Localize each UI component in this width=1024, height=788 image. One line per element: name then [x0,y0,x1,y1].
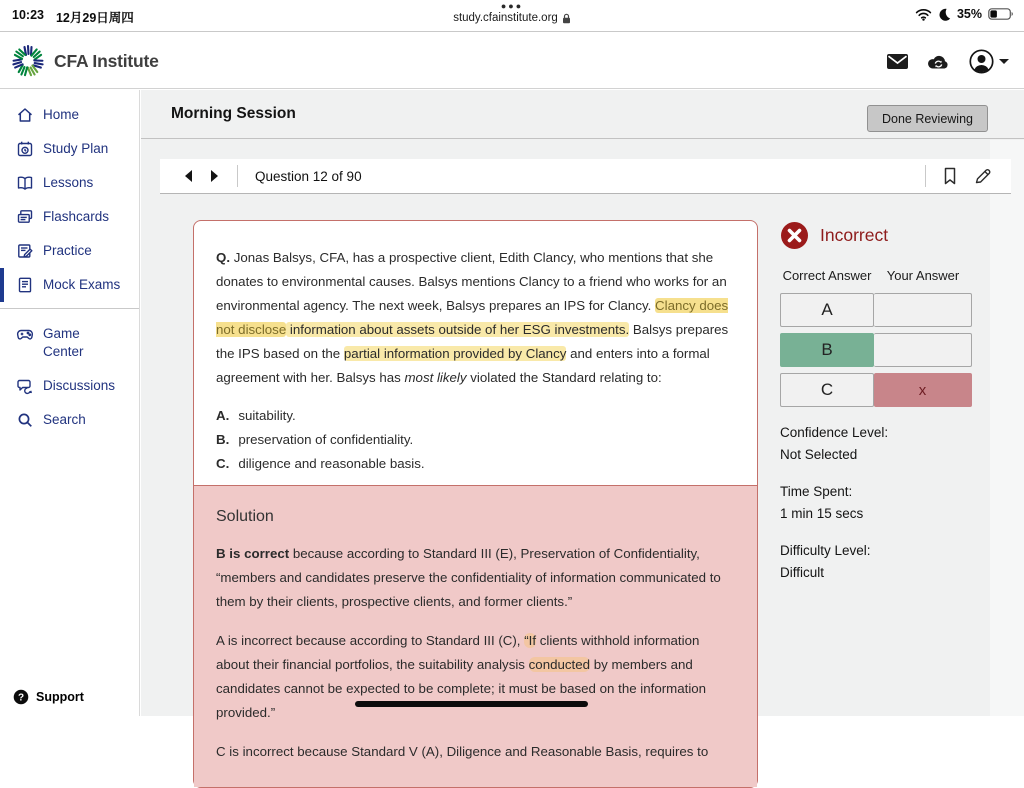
sidebar-item-practice[interactable] [0,234,139,268]
sidebar-divider [0,308,139,309]
result-status-label: Incorrect [820,225,889,245]
clock-time: 10:23 [12,8,44,22]
sidebar-item-lessons[interactable] [0,166,139,200]
previous-question-button[interactable] [183,169,193,183]
question-segment: and enters into a formal agreement with her. Balsys has [216,346,710,386]
sync-button[interactable] [927,53,950,70]
home-indicator[interactable] [355,701,588,707]
bookmark-icon [943,167,957,185]
correct-cell-b: B [780,333,874,367]
option-text: preservation of confidentiality. [238,431,414,447]
question-text [194,234,757,390]
info-value: 1 min 15 secs [780,506,864,521]
highlighted-text: Clancy does not disclose [216,298,729,338]
option-letter: B. [216,431,230,447]
help-circle-icon [13,689,29,705]
solution-verdict: B is correct [216,545,290,561]
faint-highlight: “If [524,632,537,648]
solution-paragraph-c [216,740,735,764]
question-counter: Question 12 of 90 [255,168,362,184]
info-label: Difficulty Level: [780,543,871,558]
lock-icon [562,13,571,24]
practice-clipboard-icon [16,242,34,260]
exam-document-icon [16,276,34,294]
info-value: Difficult [780,565,825,580]
avatar-icon [969,49,994,74]
question-segment: Jonas Balsys, CFA, has a prospective client, Edith Clancy, who mentions that she donates to environmental causes. Balsys mentions Clancy to a friend who works for an environmental agency. The next week, Balsys prepares an IPS for Clancy. [216,250,727,314]
gamepad-icon [16,325,34,343]
difficulty-level [780,540,972,584]
solution-heading: Solution [216,507,274,525]
nav-divider [925,165,926,187]
option-c[interactable] [216,452,735,476]
incorrect-x-icon [780,221,809,250]
bookmark-button[interactable] [943,167,957,185]
dnd-moon-icon [938,8,951,21]
correct-cell-c: C [780,373,874,407]
correct-answer-col-label: Correct Answer [782,268,872,283]
question-segment: Balsys prepares the IPS based on the [216,322,729,362]
sidebar [0,90,140,716]
url-text: study.cfainstitute.org [453,12,558,24]
svg-text:?: ? [17,692,25,704]
info-label: Confidence Level: [780,425,889,440]
chat-bubbles-icon [16,377,34,395]
result-status [780,221,972,250]
cloud-sync-icon [927,53,950,70]
messages-button[interactable] [887,54,908,69]
option-text: diligence and reasonable basis. [238,455,425,471]
solution-paragraph-a [216,629,735,725]
answer-table-header [780,265,972,286]
sidebar-item-label: Home [43,107,80,122]
account-menu-button[interactable] [969,49,1010,74]
answer-row-a [780,293,972,327]
faint-highlight: conducted [528,656,591,672]
highlighted-text: information about assets outside of her ESG investments. [286,322,630,338]
ios-status-bar [0,0,1024,32]
cfa-pinwheel-logo-icon [10,43,46,79]
support-button[interactable] [13,689,84,705]
question-nav-bar [160,159,1011,194]
main-content [141,90,1024,759]
option-letter: A. [216,407,230,423]
brand[interactable] [10,43,159,79]
question-segment: violated the Standard relating to: [466,370,662,386]
battery-percent: 35% [956,7,982,21]
study-plan-calendar-icon [16,140,34,158]
page-title: Morning Session [171,105,296,122]
sidebar-item-label: Mock Exams [43,277,121,292]
sidebar-item-label: Search [43,412,86,427]
tab-dots-icon[interactable]: ●●● [500,1,524,11]
arrow-right-icon [210,169,220,183]
annotate-button[interactable] [974,167,994,185]
answer-options [194,404,757,485]
correct-cell-a: A [780,293,874,327]
sidebar-item-game-center[interactable] [0,317,139,369]
italic-phrase: most likely [404,370,467,386]
solution-text: A is incorrect because according to Standard III (C), [216,632,525,648]
solution-text: by members and candidates cannot be expected to be complete; it must be based on the information provided.” [216,656,707,720]
your-cell-c: x [874,373,972,407]
envelope-icon [887,54,908,69]
highlighted-text: partial information provided by Clancy [343,346,567,362]
app-header [0,33,1024,89]
sidebar-item-label: Game Center [43,326,84,359]
open-book-icon [16,174,34,192]
your-cell-b [874,333,972,367]
option-a[interactable] [216,404,735,428]
sidebar-item-discussions[interactable] [0,369,139,403]
confidence-level [780,422,972,466]
battery-icon [988,8,1014,20]
solution-text: C is incorrect because Standard V (A), Diligence and Reasonable Basis, requires to [216,743,709,759]
sidebar-item-label: Lessons [43,175,94,190]
answer-row-b [780,333,972,367]
sidebar-item-label: Study Plan [43,141,109,156]
chevron-down-icon [998,58,1010,65]
option-letter: C. [216,455,230,471]
pencil-icon [974,167,994,185]
home-icon [16,106,34,124]
solution-paragraph-b [216,542,735,614]
sidebar-item-label: Practice [43,243,92,258]
arrow-left-icon [183,169,193,183]
done-reviewing-button[interactable]: Done Reviewing [867,105,988,132]
sidebar-item-label: Discussions [43,378,116,393]
nav-divider [237,165,238,187]
status-date: 12月29日周四 [55,11,134,25]
solution-text: clients withhold information about their financial portfolios, the suitability analysis [216,632,700,672]
your-answer-col-label: Your Answer [886,268,960,283]
sidebar-item-study-plan[interactable] [0,132,139,166]
brand-name: CFA Institute [54,50,159,71]
option-text: suitability. [238,407,296,423]
browser-address[interactable] [453,12,571,24]
sidebar-item-flashcards[interactable] [0,200,139,234]
wifi-icon [915,8,932,21]
solution-section [194,485,757,787]
result-panel [780,220,972,584]
search-icon [16,411,34,429]
support-label: Support [36,690,84,704]
sidebar-item-label: Flashcards [43,209,110,224]
time-spent [780,481,972,525]
session-header [141,90,1024,139]
sidebar-item-search[interactable] [0,403,139,437]
answer-row-c [780,373,972,407]
scroll-gutter [990,140,1024,716]
question-prefix: Q. [216,250,231,266]
flashcards-icon [16,208,34,226]
sidebar-item-mock-exams[interactable] [0,268,139,302]
sidebar-item-home[interactable] [0,98,139,132]
info-label: Time Spent: [780,484,853,499]
your-cell-a [874,293,972,327]
solution-text: because according to Standard III (E), Preservation of Confidentiality, “members and candidates preserve the confidentiality of information communicated to them by their clients, prospective clients, and former clients.” [216,545,721,609]
option-b[interactable] [216,428,735,452]
info-value: Not Selected [780,447,858,462]
next-question-button[interactable] [210,169,220,183]
